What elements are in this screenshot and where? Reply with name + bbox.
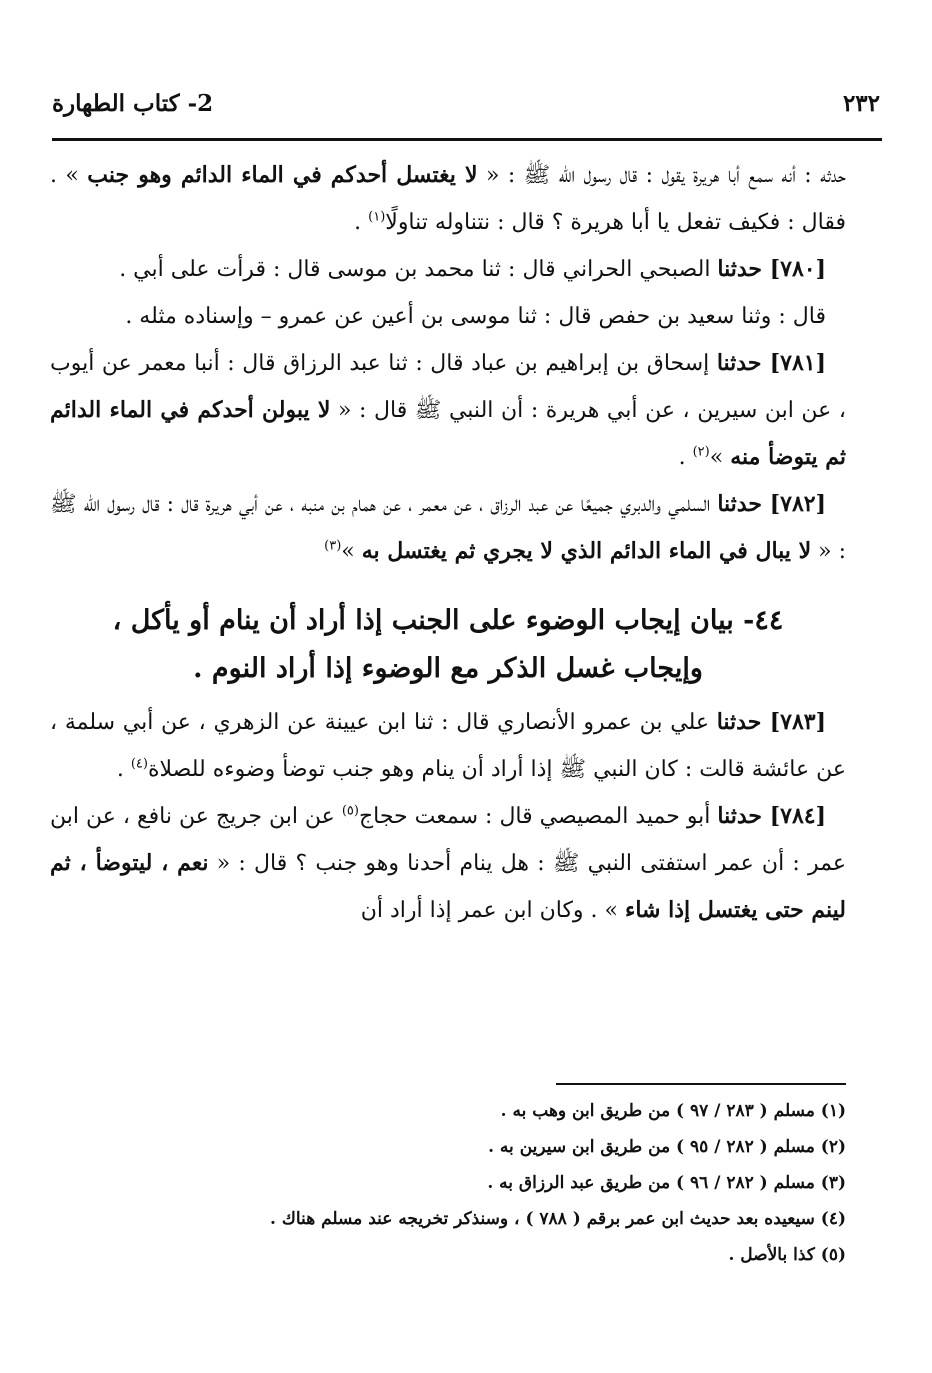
running-header <box>52 78 880 128</box>
footnote-ref: (٣) <box>324 538 342 554</box>
footnote-ref: (١) <box>368 209 386 225</box>
main-text <box>50 152 846 934</box>
section-heading-line-1: ٤٤- بيان إيجاب الوضوء على الجنب إذا أراد أن ينام أو يأكل ، <box>112 605 784 636</box>
page-number: ٢٣٢ <box>842 89 880 117</box>
hadith-781: [٧٨١] حدثنا إسحاق بن إبراهيم بن عباد قال : ثنا عبد الرزاق قال : أنبا معمر عن أيوب ، عن ابن سيرين ، عن أبي هريرة : أن النبي ﷺ قال : « لا يبولن أحدكم في الماء الدائم ثم يتوضأ منه »$^{(٢)}$ . <box>50 350 846 470</box>
footnote-2: (٢) مسلم ( ٢٨٢ / ٩٥ ) من طريق ابن سيرين به . <box>488 1137 846 1157</box>
footnote-1: (١) مسلم ( ٢٨٣ / ٩٧ ) من طريق ابن وهب به . <box>500 1101 846 1121</box>
paragraph-continuation: حدثه : أنه سمع أبا هريرة يقول : قال رسول اللّٰه ﷺ : « لا يغتسل أحدكم في الماء الدائم وهو جنب » . فقال : فكيف تفعل يا أبا هريرة ؟ قال : نتناوله تناولًا$^{(١)}$ . <box>50 162 846 235</box>
hadith-783: [٧٨٣] حدثنا علي بن عمرو الأنصاري قال : ثنا ابن عيينة عن الزهري ، عن أبي سلمة ، عن عائشة قالت : كان النبي ﷺ إذا أراد أن ينام وهو جنب توضأ وضوءه للصلاة$^{(٤)}$ . <box>50 709 846 782</box>
section-heading-line-2: وإيجاب غسل الذكر مع الوضوء إذا أراد النوم . <box>193 653 703 684</box>
footnote-ref: (٤) <box>130 756 148 772</box>
footnote-ref: (٥) <box>341 803 359 819</box>
hadith-784: [٧٨٤] حدثنا أبو حميد المصيصي قال : سمعت حجاج$^{(٥)}$ عن ابن جريج عن نافع ، عن ابن عمر : أن عمر استفتى النبي ﷺ : هل ينام أحدنا وهو جنب ؟ قال : « نعم ، ليتوضأ ، ثم لينم حتى يغتسل إذا شاء » . وكان ابن عمر إذا أراد أن <box>50 803 847 923</box>
footnote-4: (٤) سيعيده بعد حديث ابن عمر برقم ( ٧٨٨ ) ، وسنذكر تخريجه عند مسلم هناك . <box>270 1209 846 1229</box>
chapter-title: 2- كتاب الطهارة <box>52 89 214 117</box>
hadith-780: [٧٨٠] حدثنا الصبحي الحراني قال : ثنا محمد بن موسى قال : قرأت على أبي . <box>119 256 826 282</box>
hadith-780-second-chain: قال : وثنا سعيد بن حفص قال : ثنا موسى بن أعين عن عمرو – وإسناده مثله . <box>125 304 826 329</box>
footnote-5: (٥) كذا بالأصل . <box>728 1245 846 1265</box>
footnote-rule <box>556 1083 846 1085</box>
footnote-3: (٣) مسلم ( ٢٨٢ / ٩٦ ) من طريق عبد الرزاق به . <box>487 1173 846 1193</box>
section-heading <box>50 597 846 693</box>
footnotes <box>50 1093 846 1273</box>
footnote-ref: (٢) <box>692 444 710 460</box>
hadith-782: [٧٨٢] حدثنا السلمي والدبري جميعًا عن عبد الرزاق ، عن معمر ، عن همام بن منبه ، عن أبي هريرة قال : قال رسول اللّٰه ﷺ : « لا يبال في الماء الدائم الذي لا يجري ثم يغتسل به »$^{(٣)}$ <box>50 491 846 564</box>
header-rule <box>52 138 882 141</box>
